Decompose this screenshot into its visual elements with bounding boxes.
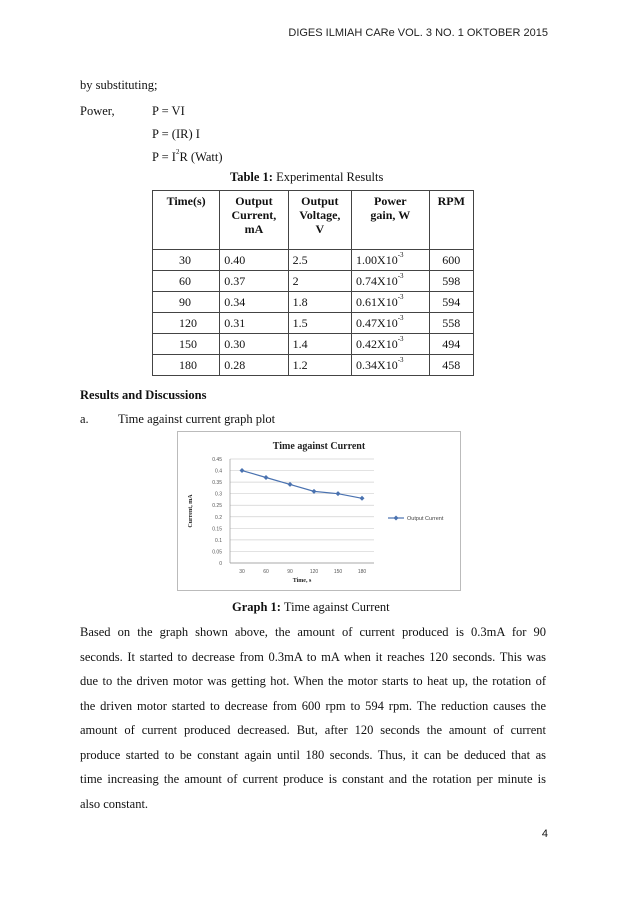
cell-rpm: 458: [429, 355, 473, 376]
paragraph-line: Based on the graph shown above, the amount of current produced is 0.3mA for 90: [80, 625, 546, 639]
table-header-4: RPM: [429, 191, 473, 250]
y-axis-label: Current, mA: [188, 494, 194, 528]
equation-2: P = (IR) I: [152, 127, 200, 141]
y-tick-label: 0.05: [212, 549, 222, 556]
table-row: [153, 250, 474, 271]
paragraph-line: produce started to be constant again until 180 seconds. Thus, it can be deduced that as: [80, 747, 546, 762]
y-tick-label: 0.45: [212, 457, 222, 463]
table-row: [153, 313, 474, 334]
graph-caption: Graph 1: Time against Current: [232, 600, 390, 614]
cell-time: 90: [153, 292, 220, 313]
paragraph-line: seconds. It started to decrease from 0.3mA to mA when it reaches 120 seconds. This was: [80, 649, 546, 664]
intro-line: by substituting;: [80, 78, 158, 92]
cell-voltage: 1.4: [288, 334, 351, 355]
x-tick-label: 90: [287, 569, 293, 575]
power-label: Power,: [80, 104, 115, 118]
y-tick-label: 0: [219, 561, 222, 567]
list-item-text: Time against current graph plot: [118, 412, 276, 426]
table-row: [153, 334, 474, 355]
cell-voltage: 1.5: [288, 313, 351, 334]
y-tick-label: 0.4: [215, 468, 222, 475]
table-row: [153, 355, 474, 376]
legend-marker: [394, 516, 399, 521]
y-tick-label: 0.1: [215, 537, 222, 544]
y-tick-label: 0.35: [212, 480, 222, 487]
cell-rpm: 600: [429, 250, 473, 271]
table-header-1: Output Current, mA: [220, 191, 288, 250]
running-header: DIGES ILMIAH CARe VOL. 3 NO. 1 OKTOBER 2015: [288, 27, 548, 39]
cell-current: 0.31: [220, 313, 288, 334]
paragraph-line: also constant.: [80, 796, 149, 811]
section-title: Results and Discussions: [80, 388, 207, 402]
data-point: [360, 496, 365, 501]
paragraph-line: the driven motor started to decrease from 600 rpm to 594 rpm. The reduction causes the: [80, 698, 546, 713]
cell-time: 150: [153, 334, 220, 355]
cell-power: $0.34X10^{-3}$: [352, 355, 430, 376]
cell-current: 0.28: [220, 355, 288, 376]
table-caption: Table 1: Experimental Results: [230, 170, 384, 184]
paragraph-line: amount of current produced decreased. But, after 120 seconds the amount of current: [80, 723, 546, 737]
cell-power: $0.74X10^{-3}$: [352, 271, 430, 292]
x-tick-label: 120: [309, 569, 319, 575]
table-header-3: Power gain, W: [352, 191, 430, 250]
data-point: [264, 475, 269, 480]
table-row: [153, 292, 474, 313]
y-tick-label: 0.15: [212, 526, 222, 533]
cell-rpm: 594: [429, 292, 473, 313]
y-tick-label: 0.3: [215, 491, 222, 498]
table-header-row: [153, 191, 474, 250]
data-point: [288, 482, 293, 487]
x-tick-label: 60: [263, 569, 269, 575]
results-table: [152, 190, 474, 376]
chart-title: Time against Current: [272, 441, 366, 452]
x-axis-label: Time, s: [292, 578, 312, 584]
cell-voltage: 2: [288, 271, 351, 292]
data-point: [240, 468, 245, 473]
discussion-paragraph: [80, 620, 546, 816]
cell-rpm: 598: [429, 271, 473, 292]
y-tick-label: 0.2: [215, 514, 222, 521]
current-chart: [177, 431, 461, 591]
cell-rpm: 558: [429, 313, 473, 334]
cell-current: 0.34: [220, 292, 288, 313]
cell-power: $0.61X10^{-3}$: [352, 292, 430, 313]
equation-3: $P = I^2R$ (Watt): [152, 148, 223, 164]
equation-1: P = VI: [152, 104, 185, 118]
cell-voltage: 1.2: [288, 355, 351, 376]
y-tick-label: 0.25: [212, 503, 222, 510]
cell-time: 60: [153, 271, 220, 292]
cell-time: 30: [153, 250, 220, 271]
cell-current: 0.40: [220, 250, 288, 271]
x-tick-label: 30: [239, 569, 245, 575]
x-tick-label: 180: [357, 569, 367, 575]
cell-power: $1.00X10^{-3}$: [352, 250, 430, 271]
page-number: 4: [541, 828, 548, 840]
cell-power: $0.47X10^{-3}$: [352, 313, 430, 334]
table-header-2: Output Voltage, V: [288, 191, 351, 250]
cell-time: 120: [153, 313, 220, 334]
x-tick-label: 150: [333, 569, 343, 575]
cell-current: 0.37: [220, 271, 288, 292]
paragraph-line: time increasing the amount of current produce is constant and the rotation per minute is: [80, 772, 546, 786]
table-header-0: Time(s): [153, 191, 220, 250]
paragraph-line: due to the driven motor was getting hot. When the motor starts to heat up, the rotation of: [80, 674, 546, 688]
legend-label: Output Current: [407, 516, 444, 522]
cell-voltage: 1.8: [288, 292, 351, 313]
list-item-label: a.: [80, 412, 89, 426]
data-point: [336, 491, 341, 496]
cell-voltage: 2.5: [288, 250, 351, 271]
cell-current: 0.30: [220, 334, 288, 355]
series-line: [242, 471, 362, 499]
cell-time: 180: [153, 355, 220, 376]
data-point: [312, 489, 317, 494]
table-row: [153, 271, 474, 292]
cell-power: $0.42X10^{-3}$: [352, 334, 430, 355]
chart-canvas: [178, 432, 460, 590]
cell-rpm: 494: [429, 334, 473, 355]
